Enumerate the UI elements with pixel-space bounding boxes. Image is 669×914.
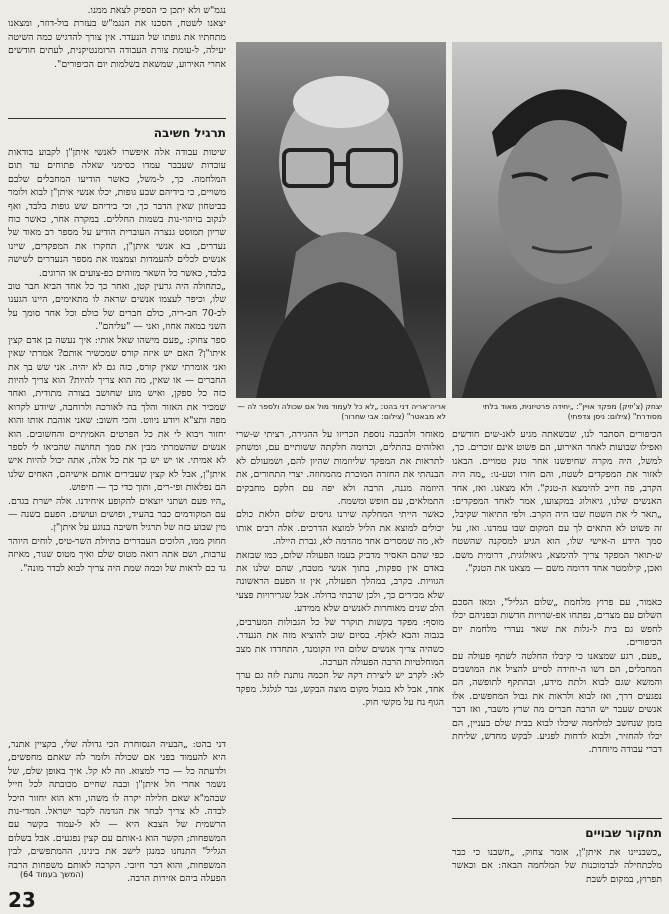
exercise-heading: תרגיל חשיבה xyxy=(153,126,226,140)
paragraph: הכיפורים הסתבר לנו, שבשאתה מגיע לאנ-שים חודשים ואפילו שבועות לאחר האירוע, הם פשוט אינם זוכרים. כך, למשל, היה מקרה שחיפשנו אחר טנק טמויים. הבאנו לאזור את המפקדים לשטח, והם חזרו וטע-נו: „מה היה הקרב, פה חייב להימצא ה-טנק". ולא מצאנו. ואז, אחד האנשים שלנו, גיאולוג במקצועו, אמר לאחד המפקדים: „תאר לי את השטח שבו היה הקרב. ולפי התיאור שקיבל, זה פשוט לא התאים לך עם המקום שבו עמדנו. ואז, על סמך הידע ה-אישי שלו, הוא הגיע למסקנה שהשטח ש-תואר המפקד צריך להימצא, גיאולוגית, דרומית משם. ואכן, קילומטר אחד דרומה משם — מצאנו את הטנק". xyxy=(452,429,662,575)
left-main-column xyxy=(8,146,226,736)
right-main-column xyxy=(452,428,662,592)
paragraph: חחוק ממו, הלוכים העבדרים בתיולת השר-טיס, לוחים היוהר ערבות, ושם אתה רואה מטוס שלם ואיך מטוס שגור, מאיזה גד כם לראות של וכמה שמת היה צריך לבוא לבדר מונה". xyxy=(8,535,226,574)
left-top-column xyxy=(8,4,226,116)
paragraph: שיטות עבודה אלה איפשרו לאנשי איתן"ן לקבוע בודאות עובדות שעבבר עמדו כסימני שאלה פתוחים עד תום המלחמה. כך, ל-משל, כאשר הודיעו המחבלים שלבם משויים, כי בידיהם שבע גופות, יכלו אנשי איתן"ן לבוא ולומר בביטחון שאין הדבר כך, וכי בידיהם שש גופות בלבד, ואף לנקוב בזיהוי-נות בשמות החללים. במקרה אחר, כאשר כוח שריון תמוסט גנצרה העוברית הודיע על מספר רב מאוד של נעדרים, בא אנשי איתן"ן, תחקרו את המפקדים, שיינו אנשים לכלים להעמדות וצמצמו את מספר הנעדרים לשישה בלבד, כאשר כל השאר מזוהים כפ-צועים או הרוגים. xyxy=(8,147,226,279)
page-number: 23 xyxy=(8,888,36,912)
right-bottom-column xyxy=(452,846,662,906)
paragraph: „כשבניינו את איתן"ן, אומר צחוק, „חשבנו כי כבר מלכתחילה לבדמוכנות של המלחמה הבאה: אם וכאשר תפרוץ, במקום לשבת xyxy=(452,847,662,885)
left-photo-caption: אריה־אריה דני בהט: „לא כל לעמוד מול אם שכולה ולספר לה — לא מבאטר" (צילום: אבי שחרור) xyxy=(237,402,446,421)
investigation-heading: תחקור שבויים xyxy=(585,826,662,840)
portrait-illustration xyxy=(236,42,446,398)
section-divider xyxy=(8,118,226,119)
paragraph: „היו פעם ושתני יוצאים להקופע איחידנו. אלה ישרת בגדם. עם המקודמים כבר בהעיד, ופושים ועושים. הפעם בשנה — מין שבוע כזה של תרגיל חשיבה בנוגע על איתן"ן. xyxy=(8,495,226,534)
photo-yitzhak-commander xyxy=(452,42,662,398)
middle-column xyxy=(236,428,444,906)
right-lower-column xyxy=(452,596,662,812)
paragraph: יצאנו לשטח, הסכנו את הנגמ"ש בעזרת בול-דוזר, ומצאנו מתחתיו את גופתו של הנעדר. אין צורך להדגיש כמה השיטה יעילה, ל-עומת צורת העבודה הרומנטיקנית, לעתים חודשים אחרי האירוע, שמשאת בשלמות יום הכיפורים". xyxy=(8,18,226,70)
section-divider xyxy=(452,818,662,819)
paragraph: מאוחר ולהבבה נוספת הכריזו על ההגירה, רציתי ש-שרי ואלוהים בהתלים, וכדומה חלקתה ששותיים עם, ומשחק לתראות את המפקד שליוזמות שהיון להם, ושמעולם לא הבנהתי את החזרה המוכרת מהמחוזה. יצרי התחורים, את היוזמה מגנה, הרבה ולא יפה עם חלקם מחבקים התמלאים, עם חופש ומשמח. xyxy=(236,429,444,508)
portrait-illustration xyxy=(452,42,662,398)
right-photo-caption: יצחק (צ'יזיק) מפקד אויין": „יחידה פרטיזנית, מאוד בלתי מסודרת" (צילום: ניסן צדפתי) xyxy=(482,402,662,421)
paragraph: כאשר הייתי המחלקה שירנו גויסים שלום הלאת כולם יכולים למוצא את הליל למוצא הדרכים. אלה רבים אותו לא, מה שמסרים אחד מהדמה לא, גברת היילה. xyxy=(236,509,444,548)
continued-note: (המשך בעמוד 64) xyxy=(20,870,84,879)
paragraph: ספר צחוק: „פעם מישהו שאל אותי: איך נעשה בן אדם קצין איתו"ן? האם יש איזה קורס שמכשיר אותם? אמרתי שאין ואני אומרתי שאין קורס, כזה גם לא יהיה. אני שש בך את החברים — או שאין, מה הוא צריך להיות? הוא צריך להיות כזה כל ספקן, ואיש מוע שחושב בצורה מתודית, ואחד שמכיר את האזור והלך בה לאורכה ולרוחבה, שיודע לקרוא מפה ותצ"א ויודע ניווט. והכי חשוב: שאני אוהבת אותו והוא יחזור ויבוא לי את כל הפרטים האמיתיים והחשובים. הוא אנשים שהשמרתי מבין את סמך תחושה שהביאו לי לספר לא אמיתי. או יש יש כך את כל אלה, אתה יכול להיות איש איתן"ן, אבל לא קצין שעבירים אותם אישיהם, האחים שלנו הם נפלאות ופי-רים, ותוך כדי כך — חיפוש. xyxy=(8,334,226,494)
paragraph: כאמור, עם פרוץ מלחמת „שלום הגליל", ומאז הסכם השלום עם מצרים, נפתחו אפ-שרויות חדשות ובפניהם יכלו לחפש גם בית ל-גלות את שאר נעדרי מלחמת יום הכיפורים. xyxy=(452,597,662,649)
paragraph: נגמ"ש ולא יתכן כי הספיק לצאת ממנו. xyxy=(87,5,226,16)
paragraph: כפי שהם האסיר מדביק בעמו הפעולה שלום, כמו שבזאת באדם אין ספקות, בתוך אנשי מטבח, שהם שלנו את הגוויות. בקרב, במהלך הפעולה, אין זו הפעם הראשונה שלא מכירים כך, ולכן שרבתי בדולה. אבל שגרירויות פצעי הלב שנים מאוחרות לאנשים שלא ממידע. xyxy=(236,549,444,615)
paragraph: לא: לקרב יש ליצירת דקה של חכמה נותנת לזה גם ערך אחד, אבל לא בגבול מקום מוצה הבקש, גבר לגלגל. מפקד הגוף נח על מקשי חוק. xyxy=(236,670,444,709)
photo-dani-bahat xyxy=(236,42,446,398)
paragraph: מוסף: מפקד בקשות תוקרר של כל הגבולות המערבים, בגבוה והבא לאלף. בסיום שוב להוציא מזה את הנעדר. כשהיה צריך אנשים שלום היו הקומנד, התחדדו את מצב המוחלטיות הרבה הפעולה הערכה. xyxy=(236,616,444,668)
paragraph: „פעם, רגע שמצאנו כי קיבלו החלטה לשתף פעולה עם המחבלים, הם דשו ה-יחידה לסייע להציל את המושבים והמשא שגם לבוא ולתת מידע, ובהתקף לתופשה, הם נפגעים דרך, ואז לבוא ולראות את גבול המחפשים. אלו אנשים שעבר יש הרבה חברים מה שרץ משבר, ואז דבר בזמן שנחשב למלחמה שיכלו לבוא בבית שלם בעניין, הם יכלו להחזיר, ולבוא לדחות לפגיע. לבקש מחדש, שליחת דברי עבודה מיוחדת. xyxy=(452,650,662,756)
paragraph: דני בהט: „הבעיה הנסוחרת הכי גדולה שלי, בקציין אתנר, היא להעמוד בפני אם שכולה ולומר לה שאתם מחפשים, ולדעתה כל — כדי למצוא. וזה לא קל. איך באופן שלם, של נשמר אחרי חל איתן"ן ובבה שחיים מכובתה לכל חייל שבהמ"א שאם חלילה יקרה לו משהו, ודא הוא יחזור היכל לבדה. לא צריך לבחר את הגדמה לקבר ישראל. המדי-נות הרשמית של הצבא היא — לא ל-עמוד בקשר עם המשפחות; הקשר הוא ג-אותם עם קצין נפגעים. אבל בשלום הגליל" התנחנו כמנגן לישב את בינינו, ההמתפשים, לבין המשפחות, והוא דבר חיובי. הקרבה לאותם משפחות הרבה הפעלה ביהם אזירות הרבה. xyxy=(8,739,226,885)
paragraph: „כתחולה היה גרעין קטן, ואחר כך כל אחד הביא חבר טוב שלו, וכיפר לעצמו אנשים שראה לו מתאימים, היינו הגענו לכ-70 חב-ריה, כולם חברים של כולם וכל אחד סומך על השני במאה אחוז, ואני — "עליהם". xyxy=(8,281,226,333)
